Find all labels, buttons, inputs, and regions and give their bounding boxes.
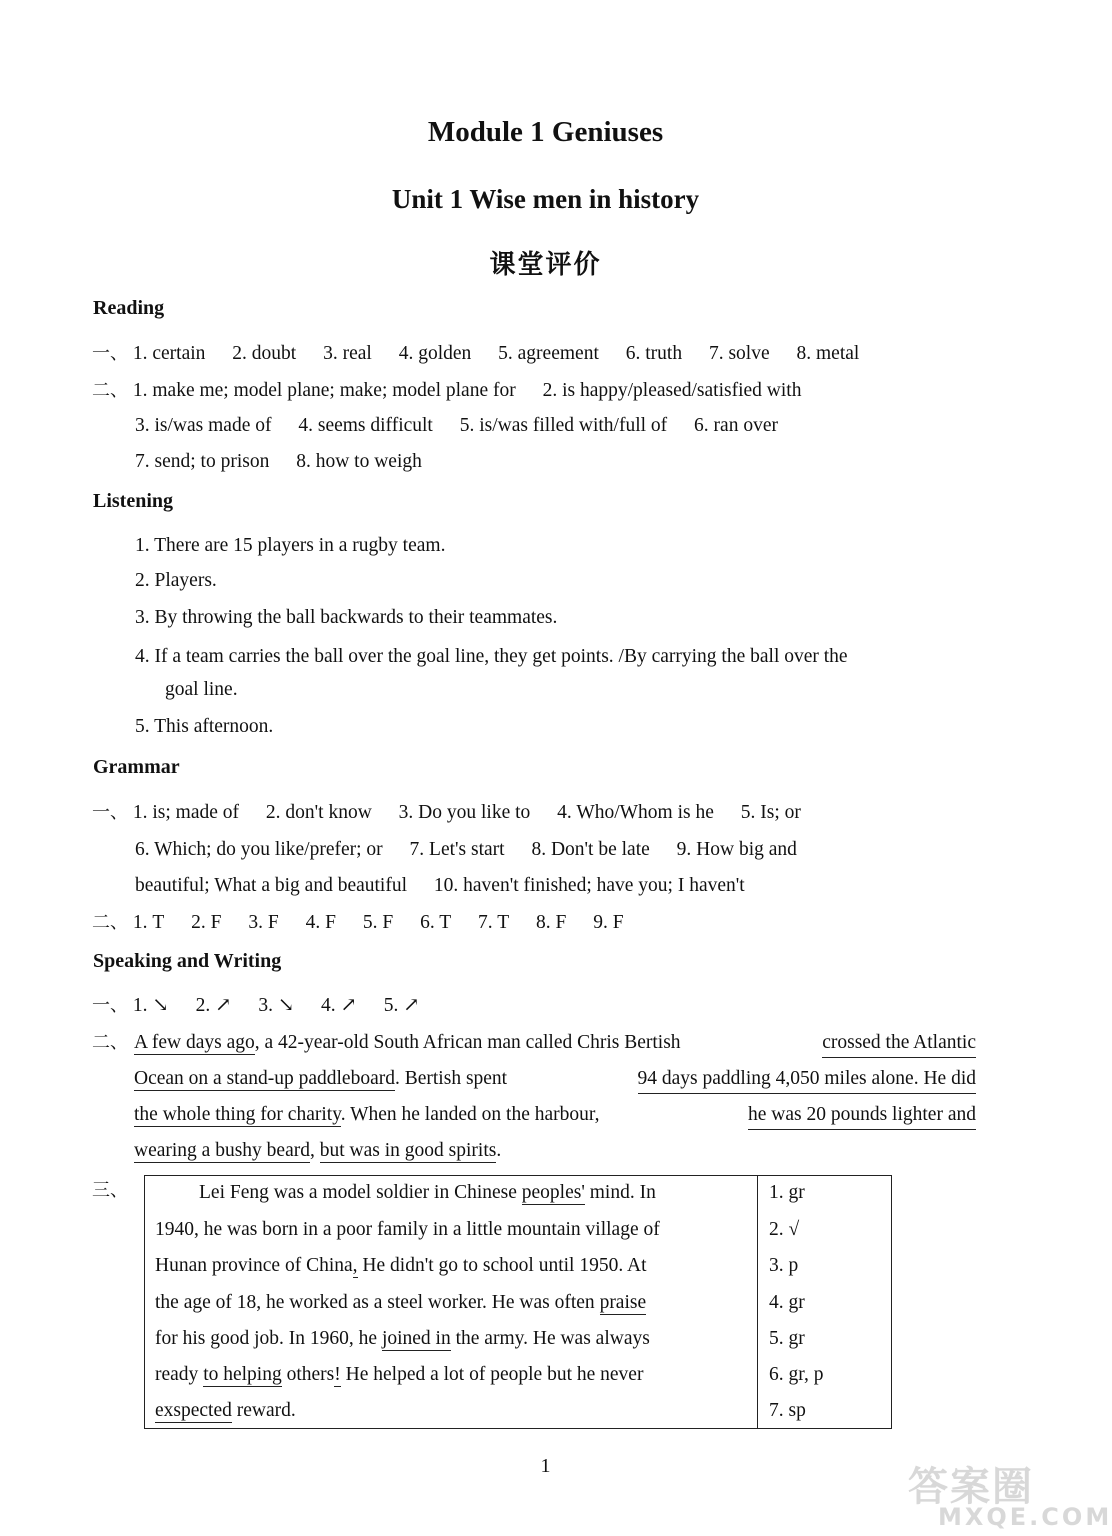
speaking-part1: 一、 1. ↘ 2. ↗ 3. ↘ 4. ↗ 5. ↗ — [92, 995, 420, 1016]
answer-item: 3. p — [769, 1255, 799, 1276]
reading-heading: Reading — [93, 297, 165, 319]
listening-item: 5. This afternoon. — [135, 716, 274, 737]
passage-line-2: 1940, he was born in a poor family in a little mountain village of — [155, 1219, 660, 1240]
grammar-part1-line2: 6. Which; do you like/prefer; or 7. Let's start 8. Don't be late 9. How big and — [135, 839, 797, 860]
grammar-part1-line3: beautiful; What a big and beautiful 10. haven't finished; have you; I haven't — [135, 875, 745, 896]
reading-part1: 一、 1. certain 2. doubt 3. real 4. golden 5. agreement 6. truth 7. solve 8. metal — [92, 343, 860, 364]
speaking-heading: Speaking and Writing — [93, 950, 282, 972]
listening-item-cont: goal line. — [165, 679, 238, 700]
grammar-part2: 二、 1. T 2. F 3. F 4. F 5. F 6. T 7. T 8. F 9. F — [92, 912, 624, 933]
passage-line-4: the age of 18, he worked as a steel worker. He was often praise — [155, 1292, 647, 1313]
page-number: 1 — [540, 1455, 551, 1477]
passage-line-7: exspected reward. — [155, 1400, 296, 1421]
marker: 一、 — [92, 802, 128, 823]
listening-item: 1. There are 15 players in a rugby team. — [135, 535, 446, 556]
marker: 二、 — [92, 1032, 128, 1053]
reading-part2-line2: 3. is/was made of 4. seems difficult 5. is/was filled with/full of 6. ran over — [135, 415, 778, 436]
marker: 一、 — [92, 343, 128, 364]
reading-part2-line3: 7. send; to prison 8. how to weigh — [135, 451, 422, 472]
answer-item: 7. sp — [769, 1400, 806, 1421]
passage-line-1: Lei Feng was a model soldier in Chinese peoples' mind. In — [199, 1182, 656, 1203]
passage-line-6: ready to helping others! He helped a lot of people but he never — [155, 1364, 644, 1385]
speaking-part2-line1: A few days ago, a 42-year-old South African man called Chris Bertish crossed the Atlantic — [134, 1030, 976, 1058]
listening-item: 2. Players. — [135, 570, 217, 591]
answer-item: 1. gr — [769, 1182, 805, 1203]
answer-item: 2. √ — [769, 1219, 800, 1240]
marker: 二、 — [92, 912, 128, 933]
grammar-heading: Grammar — [93, 756, 180, 778]
answer-item: 5. gr — [769, 1328, 805, 1349]
watermark-bottom: MXQE.COM — [938, 1503, 1112, 1531]
passage-line-5: for his good job. In 1960, he joined in the army. He was always — [155, 1328, 650, 1349]
watermark-top: 答案圈 — [908, 1464, 1034, 1510]
grammar-part1-line1: 一、 1. is; made of 2. don't know 3. Do you like to 4. Who/Whom is he 5. Is; or — [92, 802, 801, 823]
unit-title: Unit 1 Wise men in history — [391, 184, 700, 214]
speaking-part2-line2: Ocean on a stand-up paddleboard. Bertish spent 94 days paddling 4,050 miles alone. He did — [134, 1066, 976, 1094]
marker: 二、 — [92, 380, 128, 401]
answer-item: 4. gr — [769, 1292, 805, 1313]
listening-item: 3. By throwing the ball backwards to their teammates. — [135, 607, 558, 628]
section-title: 课堂评价 — [489, 250, 602, 280]
listening-item: 4. If a team carries the ball over the goal line, they get points. /By carrying the ball over the — [135, 646, 848, 667]
watermark-logo — [908, 1455, 1112, 1531]
listening-heading: Listening — [93, 490, 174, 512]
module-title: Module 1 Geniuses — [427, 116, 664, 148]
speaking-part2-line3: the whole thing for charity. When he landed on the harbour, he was 20 pounds lighter and — [134, 1102, 976, 1130]
marker: 一、 — [92, 995, 128, 1016]
marker: 三、 — [92, 1180, 128, 1201]
passage-line-3: Hunan province of China, He didn't go to school until 1950. At — [155, 1255, 647, 1276]
correction-table — [144, 1175, 892, 1429]
reading-part2-line1: 二、 1. make me; model plane; make; model plane for 2. is happy/pleased/satisfied with — [92, 380, 802, 401]
speaking-part2-line4: wearing a bushy beard, but was in good spirits. — [134, 1140, 502, 1161]
answer-item: 6. gr, p — [769, 1364, 824, 1385]
